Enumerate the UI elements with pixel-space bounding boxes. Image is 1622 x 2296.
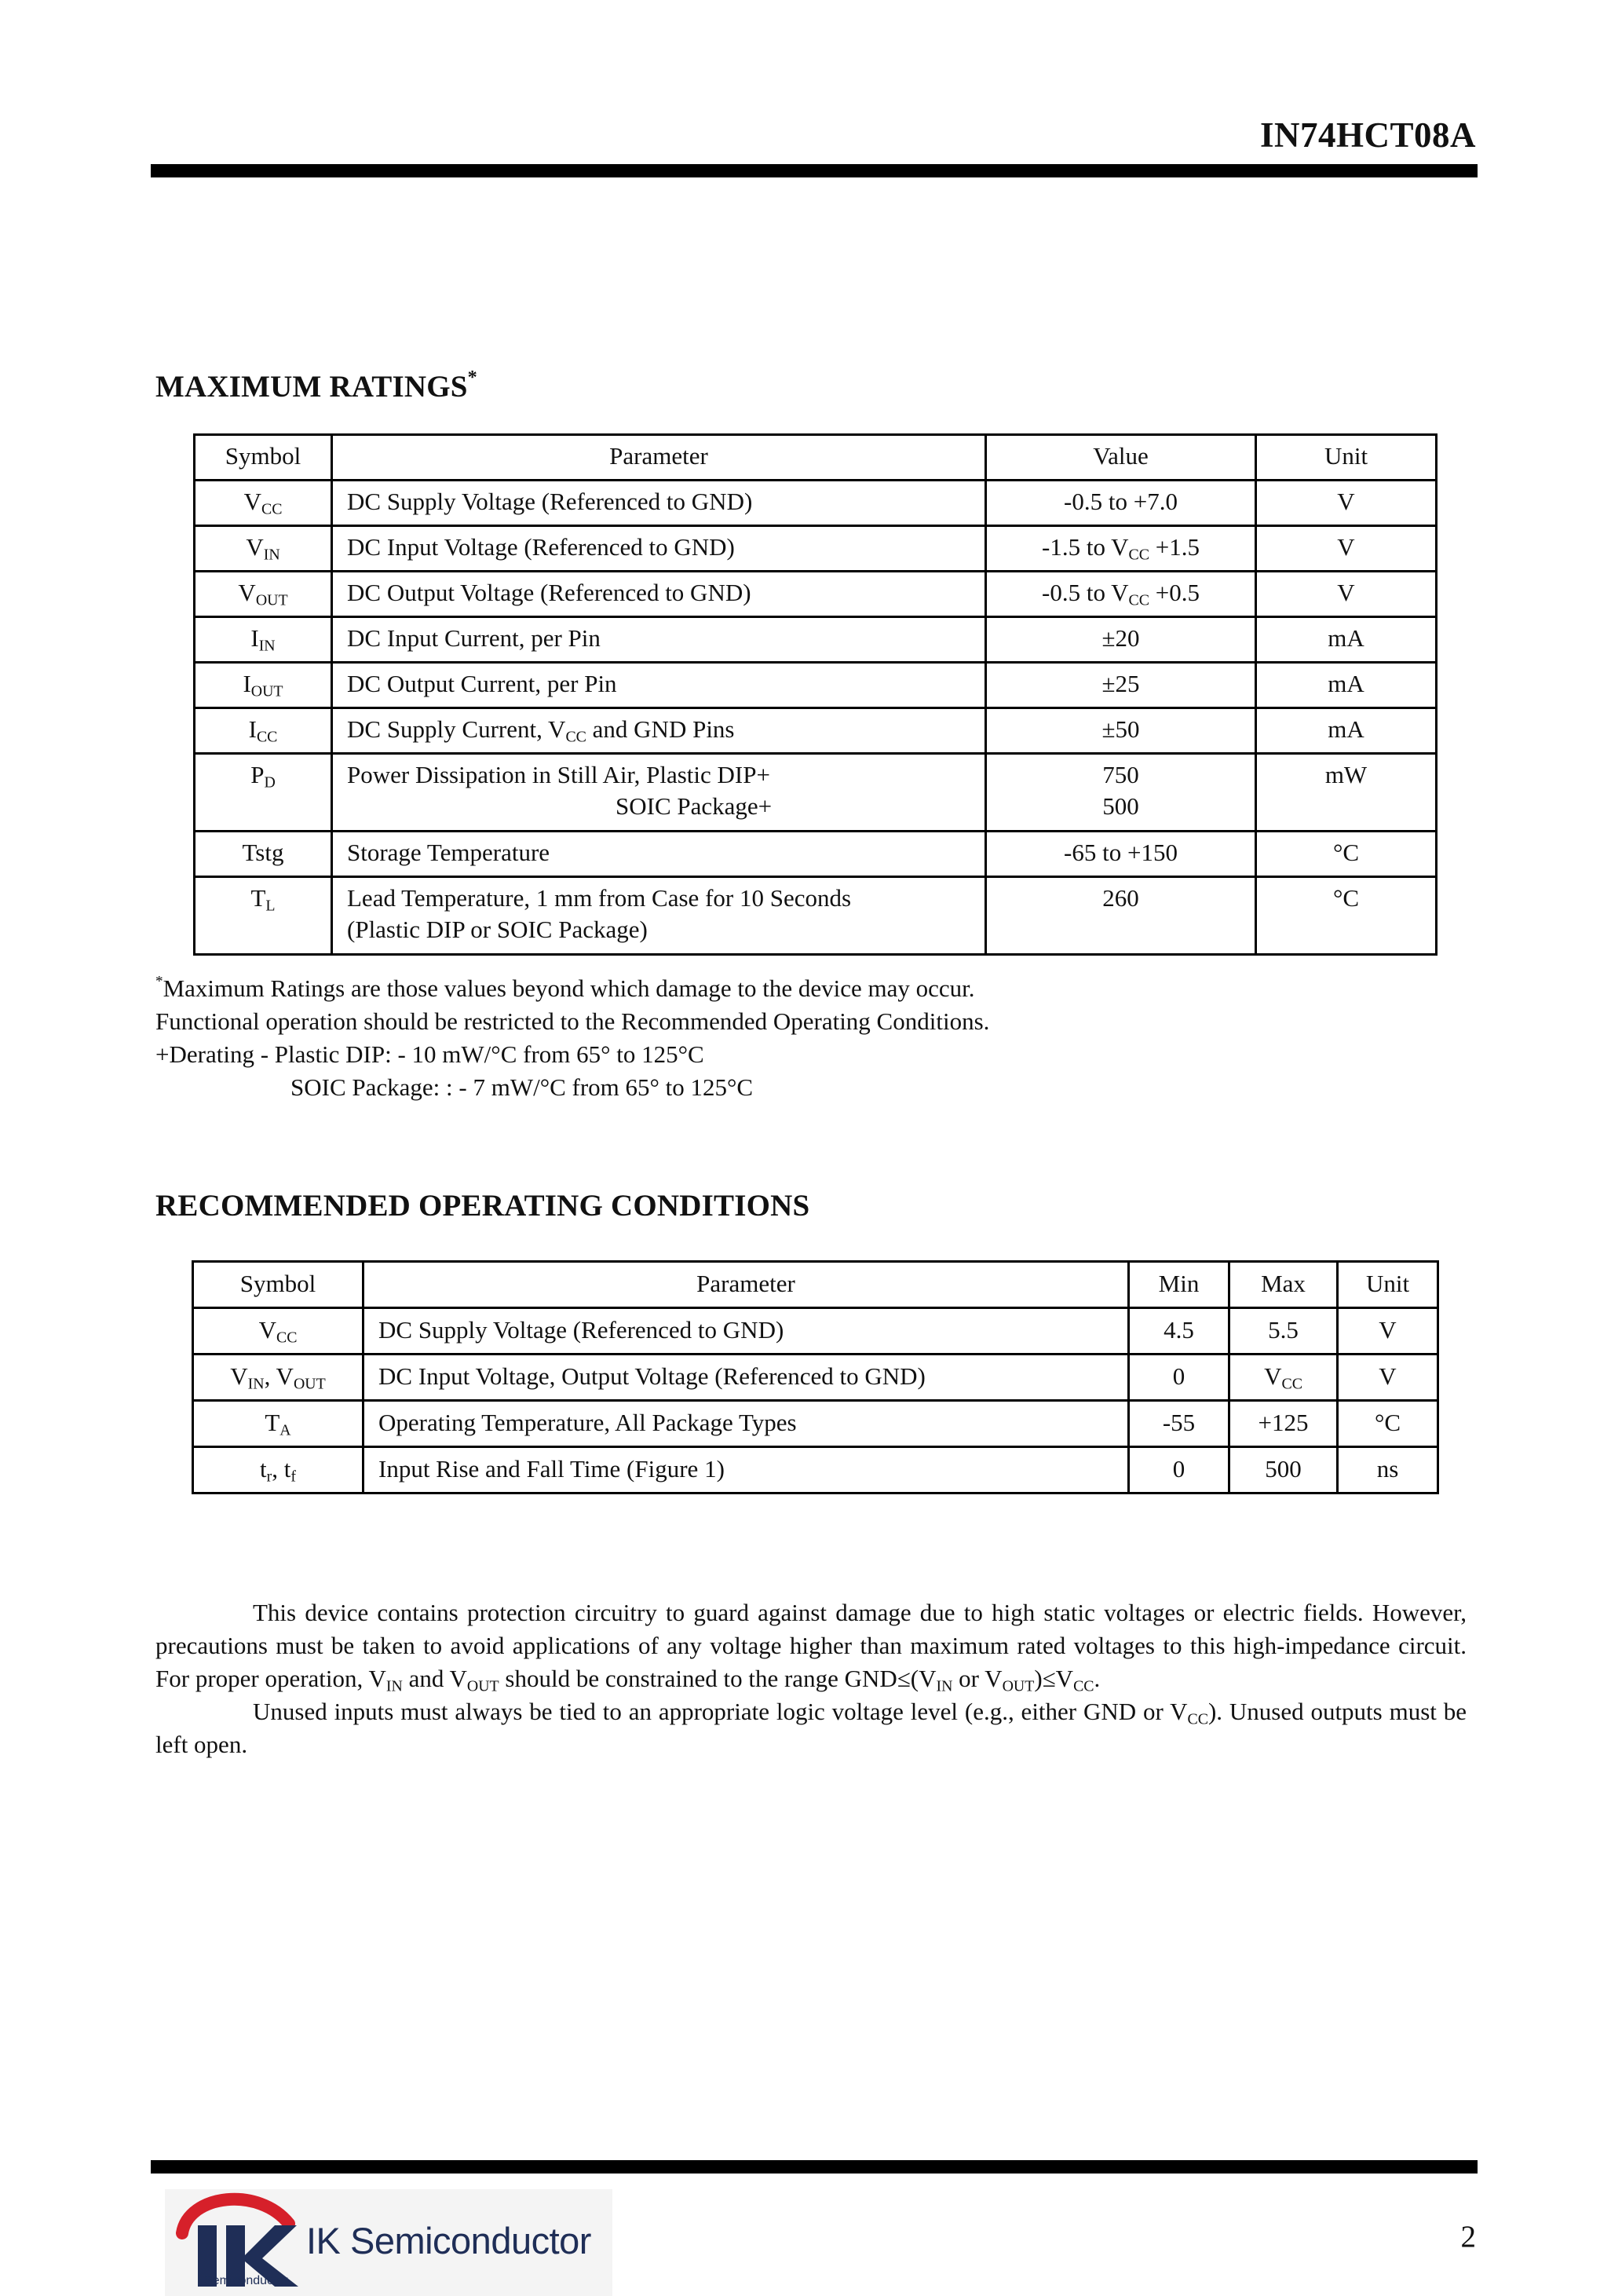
maximum-ratings-table <box>193 433 1438 956</box>
symbol-cell: $V_{CC}$ <box>195 481 332 526</box>
maximum-ratings-title-text: MAXIMUM RATINGS <box>155 370 468 404</box>
value-cell: -1.5 to $V_{CC} +1.5$ <box>986 526 1256 572</box>
column-header: Unit <box>1338 1262 1438 1308</box>
parameter-cell: Operating Temperature, All Package Types <box>363 1401 1129 1447</box>
parameter-cell: Input Rise and Fall Time (Figure 1) <box>363 1447 1129 1493</box>
max-cell: 5.5 <box>1229 1308 1338 1355</box>
max-cell: +125 <box>1229 1401 1338 1447</box>
recommended-conditions-table <box>192 1260 1439 1494</box>
unit-cell: V <box>1256 572 1437 617</box>
table-row <box>195 481 1437 526</box>
table-row <box>193 1401 1438 1447</box>
footnote-line: *Maximum Ratings are those values beyond which damage to the device may occur. <box>155 973 975 1002</box>
unit-cell: mA <box>1256 663 1437 708</box>
table-row <box>193 1447 1438 1493</box>
parameter-cell: DC Supply Voltage (Referenced to GND) <box>332 481 986 526</box>
value-cell: 260 <box>986 877 1256 955</box>
symbol-cell: $I_{OUT}$ <box>195 663 332 708</box>
unit-cell: °C <box>1256 877 1437 955</box>
parameter-cell: DC Supply Voltage (Referenced to GND) <box>363 1308 1129 1355</box>
unit-cell: V <box>1338 1355 1438 1401</box>
maximum-ratings-notes <box>155 972 1490 1104</box>
column-header: Min <box>1129 1262 1229 1308</box>
column-header: Unit <box>1256 435 1437 481</box>
symbol-cell: $T_A$ <box>193 1401 363 1447</box>
value-cell: -65 to +150 <box>986 832 1256 877</box>
value-cell: -0.5 to $V_{CC} +0.5$ <box>986 572 1256 617</box>
table-row <box>195 708 1437 754</box>
derating-note: SOIC Package: : - 7 mW/°C from 65° to 125°C <box>290 1073 754 1101</box>
maximum-ratings-title <box>155 369 477 404</box>
min-cell: 4.5 <box>1129 1308 1229 1355</box>
unit-cell: ns <box>1338 1447 1438 1493</box>
table-row <box>195 663 1437 708</box>
value-cell: ±25 <box>986 663 1256 708</box>
symbol-cell: $V_{OUT}$ <box>195 572 332 617</box>
min-cell: 0 <box>1129 1355 1229 1401</box>
table-row <box>195 617 1437 663</box>
header-rule <box>151 164 1478 177</box>
table-row <box>195 877 1437 955</box>
part-number-header: IN74HCT08A <box>1259 115 1476 155</box>
parameter-cell: Lead Temperature, 1 mm from Case for 10 Seconds (Plastic DIP or SOIC Package) <box>332 877 986 955</box>
page-number: 2 <box>1460 2220 1476 2254</box>
unit-cell: V <box>1256 526 1437 572</box>
value-cell: ±50 <box>986 708 1256 754</box>
column-header: Value <box>986 435 1256 481</box>
symbol-cell: $t_r$, $t_f$ <box>193 1447 363 1493</box>
unit-cell: V <box>1256 481 1437 526</box>
footnote-line: Functional operation should be restricted to the Recommended Operating Conditions. <box>155 1007 990 1035</box>
column-header: Max <box>1229 1262 1338 1308</box>
parameter-cell: DC Output Voltage (Referenced to GND) <box>332 572 986 617</box>
min-cell: 0 <box>1129 1447 1229 1493</box>
footer-rule <box>151 2160 1478 2174</box>
column-header: Parameter <box>332 435 986 481</box>
parameter-cell: DC Input Voltage (Referenced to GND) <box>332 526 986 572</box>
value-cell: 750 500 <box>986 754 1256 832</box>
min-cell: -55 <box>1129 1401 1229 1447</box>
company-name: IK Semiconductor <box>306 2220 591 2261</box>
unit-cell: mA <box>1256 617 1437 663</box>
unit-cell: mA <box>1256 708 1437 754</box>
title-footnote-mark: * <box>467 367 477 389</box>
recommended-conditions-title: RECOMMENDED OPERATING CONDITIONS <box>155 1189 810 1223</box>
parameter-cell: DC Supply Current, $V_{CC}$ and GND Pins <box>332 708 986 754</box>
body-paragraph: This device contains protection circuitry to guard against damage due to high static voltages or electric fields. However, precautions must be taken to avoid applications of any voltage higher than maximum rated voltages to this high-impedance circuit. For proper operation, $V_{IN}$ and $V_{OUT}$ should be constrained to the range $GND\le(V_{IN}$ or $V_{OUT})\le V_{CC}$. <box>155 1599 1467 1695</box>
parameter-cell: DC Input Current, per Pin <box>332 617 986 663</box>
parameter-cell: DC Output Current, per Pin <box>332 663 986 708</box>
logo-subtext: Semiconductor <box>204 2274 288 2287</box>
column-header: Parameter <box>363 1262 1129 1308</box>
symbol-cell: $T_L$ <box>195 877 332 955</box>
parameter-cell: Power Dissipation in Still Air, Plastic DIP+ SOIC Package+ <box>332 754 986 832</box>
unit-cell: °C <box>1338 1401 1438 1447</box>
value-cell: -0.5 to +7.0 <box>986 481 1256 526</box>
symbol-cell: $V_{IN}$ <box>195 526 332 572</box>
unit-cell: mW <box>1256 754 1437 832</box>
table-header-row <box>193 1262 1438 1308</box>
symbol-cell: $V_{CC}$ <box>193 1308 363 1355</box>
symbol-cell: $V_{IN}$, $V_{OUT}$ <box>193 1355 363 1401</box>
unit-cell: °C <box>1256 832 1437 877</box>
table-row <box>195 832 1437 877</box>
symbol-cell: $I_{IN}$ <box>195 617 332 663</box>
table-row <box>195 754 1437 832</box>
derating-note: +Derating - Plastic DIP: - 10 mW/°C from 65° to 125°C <box>155 1040 704 1068</box>
symbol-cell: $P_D$ <box>195 754 332 832</box>
unit-cell: V <box>1338 1308 1438 1355</box>
column-header: Symbol <box>193 1262 363 1308</box>
table-row <box>195 572 1437 617</box>
table-row <box>193 1308 1438 1355</box>
parameter-cell: Storage Temperature <box>332 832 986 877</box>
protection-notes <box>155 1596 1467 1761</box>
column-header: Symbol <box>195 435 332 481</box>
parameter-cell: DC Input Voltage, Output Voltage (Referenced to GND) <box>363 1355 1129 1401</box>
max-cell: $V_{CC}$ <box>1229 1355 1338 1401</box>
value-cell: ±20 <box>986 617 1256 663</box>
symbol-cell: Tstg <box>195 832 332 877</box>
body-paragraph: Unused inputs must always be tied to an appropriate logic voltage level (e.g., either GND or $V_{CC}$). Unused outputs must be left open. <box>155 1698 1467 1758</box>
table-row <box>195 526 1437 572</box>
symbol-cell: $I_{CC}$ <box>195 708 332 754</box>
table-header-row <box>195 435 1437 481</box>
max-cell: 500 <box>1229 1447 1338 1493</box>
table-row <box>193 1355 1438 1401</box>
